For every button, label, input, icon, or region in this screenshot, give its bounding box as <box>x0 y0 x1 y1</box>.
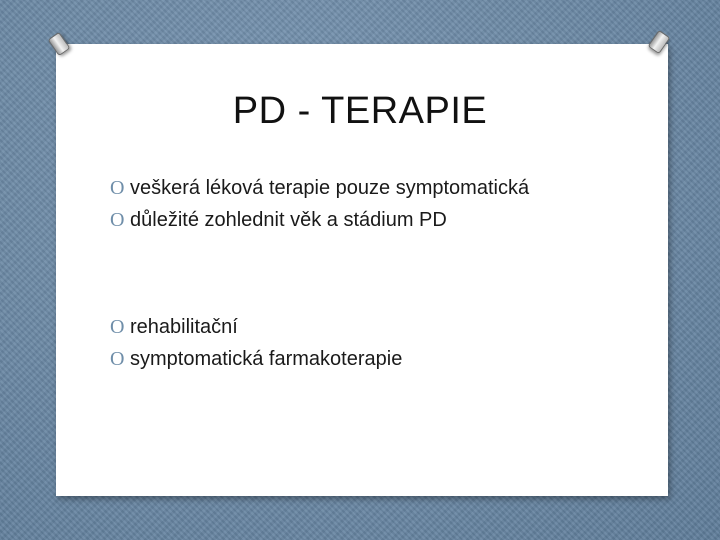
list-item-text: veškerá léková terapie pouze symptomatická <box>130 177 530 199</box>
list-item <box>110 204 529 236</box>
list-item-text: důležité zohlednit věk a stádium PD <box>130 209 447 231</box>
list-item-text: rehabilitační <box>130 316 238 338</box>
bullet-circle-icon: O <box>110 316 125 338</box>
list-item <box>110 311 402 343</box>
list-item <box>110 172 529 204</box>
bullet-list-secondary <box>110 311 402 375</box>
slide-title: PD - TERAPIE <box>232 90 488 132</box>
list-item <box>110 343 402 375</box>
bullet-list-primary <box>110 172 529 236</box>
list-item-text: symptomatická farmakoterapie <box>130 348 403 370</box>
bullet-circle-icon: O <box>110 209 125 231</box>
bullet-circle-icon: O <box>110 348 125 370</box>
bullet-circle-icon: O <box>110 177 125 199</box>
